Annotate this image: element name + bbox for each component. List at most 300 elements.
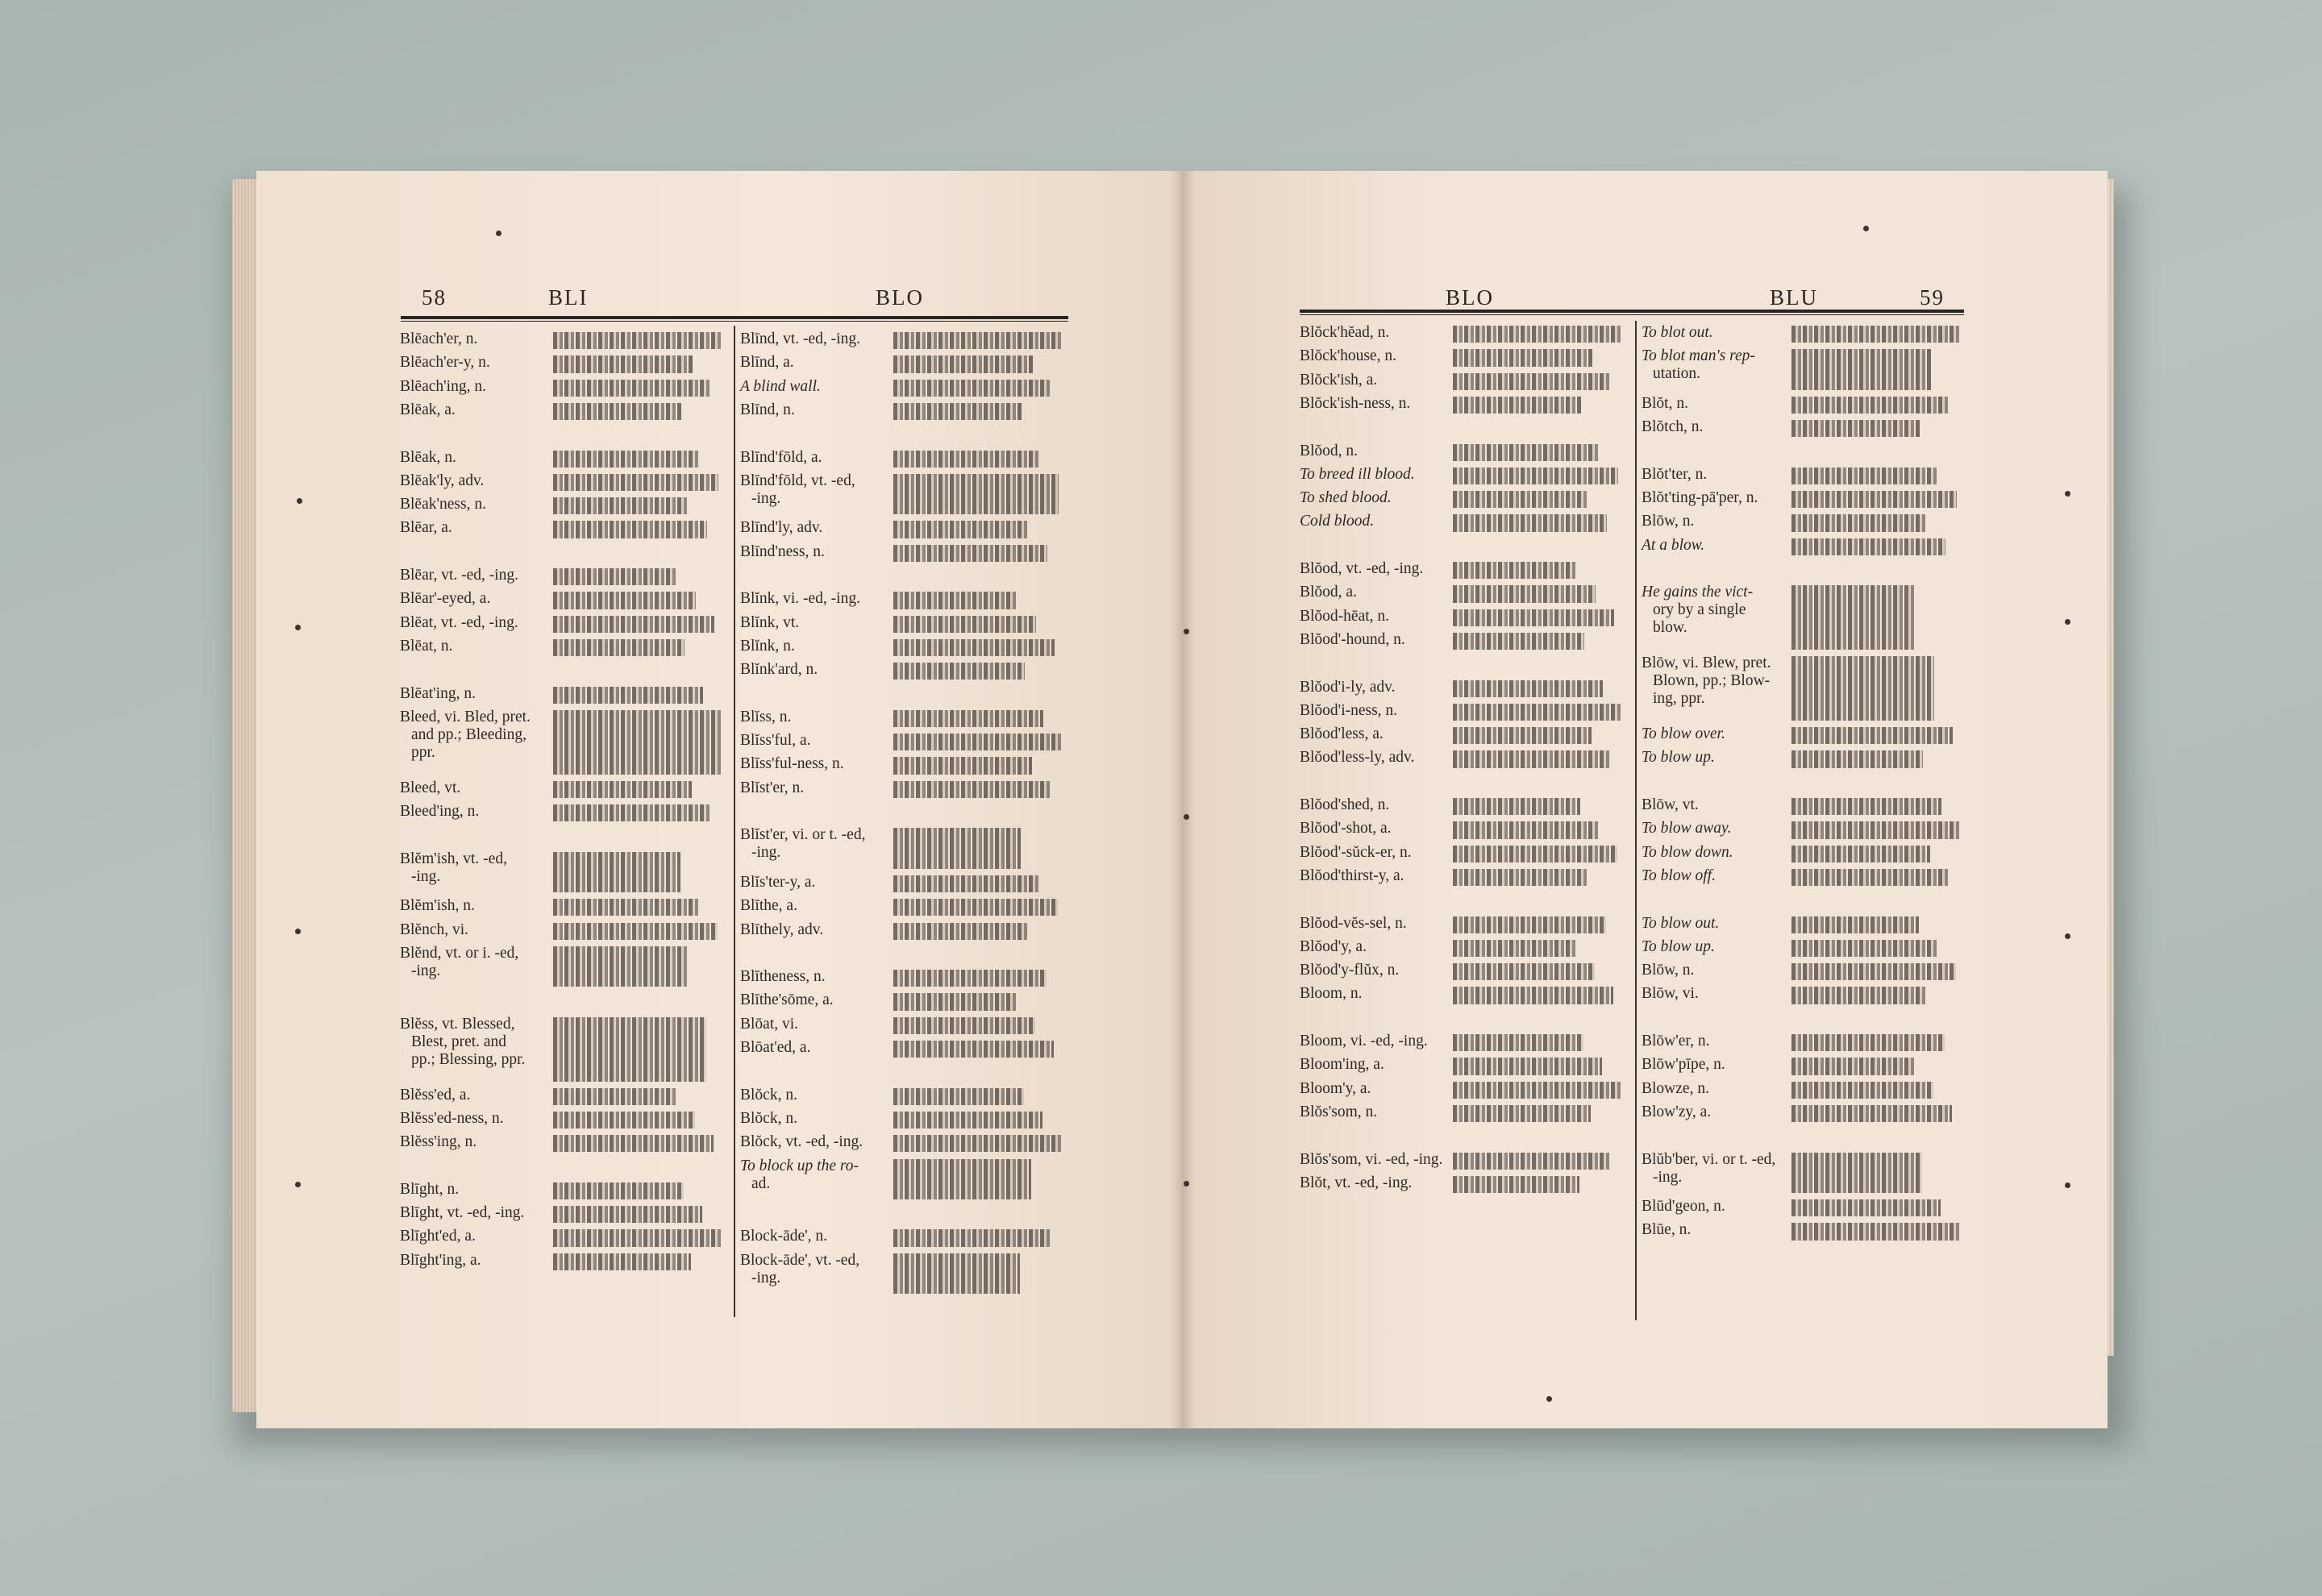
entry-headword: To blow down. (1642, 843, 1733, 861)
japanese-gloss (1453, 585, 1596, 602)
entry-headword: Cold blood. (1300, 513, 1375, 530)
dictionary-entry (740, 590, 860, 608)
entry-continuation: -ing. (411, 962, 441, 979)
dictionary-entry (1642, 537, 1704, 555)
dictionary-entry (1300, 1056, 1384, 1074)
entry-headword: Blĭss, n. (740, 708, 792, 725)
entry-headword: Blĭs'ter-y, a. (740, 873, 816, 891)
japanese-gloss (893, 1135, 1061, 1152)
japanese-gloss (1791, 1034, 1945, 1051)
japanese-gloss (893, 970, 1047, 987)
entry-headword: Blŏod'-shot, a. (1300, 820, 1392, 837)
dictionary-entry (400, 590, 490, 608)
entry-continuation: ing, ppr. (1653, 690, 1705, 708)
entry-headword: Blĭnk, vi. -ed, -ing. (740, 590, 860, 608)
japanese-gloss (893, 923, 1028, 940)
dictionary-entry (1642, 844, 1733, 862)
entry-headword: To breed ill blood. (1300, 465, 1415, 483)
japanese-gloss (1791, 750, 1923, 767)
entry-continuation: Blown, pp.; Blow- (1653, 672, 1771, 690)
dictionary-entry (1642, 1198, 1725, 1216)
dictionary-entry (400, 401, 456, 419)
dictionary-entry (1642, 985, 1699, 1003)
entry-headword: Blĕss'ing, n. (400, 1133, 477, 1151)
entry-headword: Blĭss'ful, a. (740, 732, 811, 750)
dictionary-entry (1642, 867, 1716, 885)
entry-headword: Blŏt, n. (1642, 394, 1688, 412)
dictionary-entry (400, 472, 484, 490)
dictionary-entry (1642, 1103, 1711, 1121)
page-speck (297, 498, 302, 504)
japanese-gloss (1453, 750, 1610, 767)
dictionary-entry (1300, 820, 1391, 837)
page-speck (1546, 1396, 1552, 1402)
dictionary-entry (740, 779, 804, 797)
japanese-gloss (893, 355, 1033, 372)
dictionary-entry (400, 945, 518, 980)
japanese-gloss (1453, 1153, 1609, 1170)
japanese-gloss (553, 451, 700, 468)
japanese-gloss (1453, 633, 1584, 650)
right-head-right: BLU (1770, 285, 1818, 310)
entry-headword: Blŏod'thirst-y, a. (1300, 867, 1404, 884)
entry-continuation: Blest, pret. and (411, 1033, 507, 1050)
entry-headword: Blĭss'ful-ness, n. (740, 755, 844, 773)
entry-headword: Blĕss'ed, a. (400, 1086, 471, 1103)
entry-headword: Blūd'geon, n. (1642, 1198, 1725, 1216)
japanese-gloss (553, 639, 685, 656)
japanese-gloss (1791, 963, 1956, 980)
dictionary-entry (740, 1133, 863, 1151)
japanese-gloss (1453, 704, 1621, 721)
japanese-gloss (553, 403, 681, 420)
entry-headword: To shed blood. (1300, 489, 1392, 507)
japanese-gloss (893, 734, 1062, 750)
japanese-gloss (893, 545, 1047, 562)
dictionary-entry (400, 1252, 481, 1270)
japanese-gloss (553, 355, 693, 372)
dictionary-entry (400, 803, 479, 821)
japanese-gloss (1791, 468, 1938, 484)
entry-headword: Blōat, vi. (740, 1015, 799, 1033)
entry-headword: Blĭst'er, n. (740, 779, 805, 796)
entry-headword: Blŏod'less, a. (1300, 725, 1384, 743)
japanese-gloss (553, 1088, 676, 1105)
entry-headword: Block-āde', vt. -ed, (740, 1251, 860, 1269)
entry-continuation: -ing. (751, 1269, 781, 1286)
dictionary-entry (740, 1158, 859, 1193)
entry-headword: At a blow. (1642, 536, 1705, 554)
japanese-gloss (1453, 987, 1613, 1004)
dictionary-entry (1642, 655, 1771, 708)
dictionary-entry (1300, 443, 1358, 460)
entry-headword: Bloom'y, a. (1300, 1079, 1371, 1097)
japanese-gloss (893, 710, 1043, 727)
dictionary-entry (400, 1204, 524, 1222)
japanese-gloss (1453, 468, 1618, 484)
left-column-divider (734, 326, 735, 1317)
entry-headword: Bleed'ing, n. (400, 803, 480, 820)
japanese-gloss (1453, 940, 1576, 957)
entry-headword: Blĕnch, vi. (400, 921, 469, 938)
japanese-gloss (553, 521, 707, 538)
japanese-gloss (1791, 1058, 1915, 1074)
japanese-gloss (893, 875, 1039, 892)
entry-headword: Blōw, n. (1642, 962, 1695, 979)
entry-headword: Blŏck, n. (740, 1109, 797, 1127)
dictionary-entry (400, 638, 453, 655)
entry-continuation: -ing. (751, 489, 781, 507)
entry-headword: Blīnd'ness, n. (740, 542, 825, 560)
japanese-gloss (893, 1159, 1031, 1200)
entry-headword: Blēat, n. (400, 637, 453, 655)
japanese-gloss (553, 380, 711, 397)
japanese-gloss (1791, 349, 1931, 390)
entry-headword: Blŏod-vĕs-sel, n. (1300, 914, 1407, 932)
japanese-gloss (1453, 821, 1599, 838)
dictionary-entry (1300, 1103, 1377, 1121)
dictionary-entry (1300, 1174, 1412, 1192)
dictionary-entry (1300, 1033, 1428, 1050)
dictionary-entry (1300, 1151, 1442, 1169)
dictionary-entry (1300, 796, 1389, 814)
japanese-gloss (1791, 1223, 1959, 1240)
dictionary-entry (1642, 513, 1694, 530)
dictionary-entry (740, 991, 834, 1009)
japanese-gloss (1453, 514, 1607, 531)
dictionary-entry (740, 354, 794, 372)
entry-headword: To block up the ro- (740, 1157, 859, 1174)
dictionary-entry (400, 1133, 476, 1151)
entry-headword: Blīnd, a. (740, 354, 794, 372)
dictionary-entry (1300, 372, 1377, 389)
entry-headword: Blōw, vi. (1642, 985, 1699, 1003)
entry-headword: Blīnd, vt. -ed, -ing. (740, 330, 860, 347)
entry-headword: To blow off. (1642, 867, 1716, 884)
japanese-gloss (553, 568, 677, 585)
entry-headword: Bleed, vi. Bled, pret. (400, 708, 531, 725)
japanese-gloss (1791, 491, 1957, 508)
dictionary-entry (740, 472, 855, 508)
japanese-gloss (553, 1253, 691, 1270)
japanese-gloss (1453, 349, 1592, 366)
entry-continuation: and pp.; Bleeding, (411, 725, 526, 743)
dictionary-entry (740, 1016, 798, 1033)
japanese-gloss (553, 804, 710, 821)
entry-headword: Blēar'-eyed, a. (400, 590, 491, 608)
right-head-rule (1300, 310, 1964, 315)
dictionary-entry (1300, 985, 1362, 1003)
dictionary-entry (740, 921, 823, 939)
dictionary-entry (740, 755, 844, 773)
dictionary-entry (1300, 749, 1414, 767)
page-speck (1863, 226, 1869, 231)
dictionary-entry (1642, 796, 1699, 814)
entry-headword: To blot out. (1642, 324, 1713, 341)
entry-headword: Bloom'ing, a. (1300, 1056, 1384, 1074)
dictionary-entry (1300, 395, 1410, 413)
japanese-gloss (553, 710, 722, 775)
japanese-gloss (1791, 987, 1926, 1004)
japanese-gloss (1791, 1105, 1952, 1122)
dictionary-entry (1642, 418, 1703, 436)
entry-headword: Blītheness, n. (740, 968, 826, 986)
dictionary-entry (400, 709, 531, 762)
entry-headword: Bloom, vi. -ed, -ing. (1300, 1033, 1428, 1049)
japanese-gloss (1791, 420, 1920, 437)
dictionary-entry (740, 401, 795, 419)
dictionary-entry (1300, 631, 1405, 649)
japanese-gloss (1453, 609, 1614, 626)
entry-headword: Blŏck'ish-ness, n. (1300, 394, 1411, 412)
dictionary-entry (1300, 962, 1399, 979)
dictionary-entry (1642, 466, 1707, 484)
japanese-gloss (1453, 397, 1581, 414)
dictionary-entry (1642, 347, 1755, 383)
entry-headword: Bleed, vt. (400, 779, 461, 796)
entry-headword: Blĭnk'ard, n. (740, 661, 818, 679)
japanese-gloss (553, 1112, 695, 1128)
japanese-gloss (893, 1253, 1020, 1295)
entry-headword: Blŏod'-sŭck-er, n. (1300, 843, 1412, 861)
dictionary-entry (1642, 962, 1694, 979)
japanese-gloss (893, 1112, 1042, 1128)
entry-headword: Blŭb'ber, vi. or t. -ed, (1642, 1150, 1776, 1168)
japanese-gloss (893, 592, 1017, 609)
dictionary-entry (740, 1087, 797, 1104)
dictionary-entry (1642, 1033, 1710, 1050)
dictionary-entry (400, 897, 475, 915)
japanese-gloss (1453, 562, 1577, 579)
dictionary-entry (1300, 725, 1384, 743)
dictionary-entry (400, 567, 518, 584)
page-speck (2065, 1182, 2070, 1188)
dictionary-entry (740, 709, 791, 726)
page-speck (496, 231, 501, 236)
dictionary-entry (740, 543, 825, 561)
left-head-rule (401, 316, 1068, 322)
dictionary-entry (1300, 584, 1357, 601)
dictionary-entry (1642, 820, 1731, 837)
dictionary-entry (1642, 584, 1753, 637)
japanese-gloss (893, 993, 1017, 1010)
entry-headword: To blow out. (1642, 914, 1720, 932)
dictionary-entry (1300, 608, 1389, 626)
entry-headword: Blīght'ed, a. (400, 1228, 476, 1245)
entry-continuation: ppr. (411, 743, 435, 761)
dictionary-entry (1300, 1080, 1371, 1098)
japanese-gloss (893, 663, 1025, 680)
entry-headword: Blŏod'shed, n. (1300, 796, 1390, 813)
japanese-gloss (1453, 444, 1600, 461)
japanese-gloss (893, 521, 1029, 538)
binding-hole (1184, 1181, 1189, 1187)
dictionary-entry (740, 1228, 827, 1245)
entry-continuation: -ing. (751, 844, 781, 862)
entry-headword: Blŏod, n. (1300, 442, 1359, 459)
japanese-gloss (1791, 1153, 1922, 1194)
japanese-gloss (1791, 940, 1937, 957)
entry-headword: To blow over. (1642, 725, 1725, 743)
japanese-gloss (1791, 1082, 1933, 1099)
entry-headword: Blĕm'ish, vt. -ed, (400, 850, 507, 867)
entry-headword: Blĭnk, vt. (740, 613, 800, 631)
right-page-number: 59 (1920, 285, 1945, 310)
page-speck (2065, 933, 2070, 939)
dictionary-entry (1300, 347, 1396, 365)
japanese-gloss (553, 497, 689, 514)
dictionary-entry (740, 1039, 810, 1057)
entry-headword: Blēat, vt. -ed, -ing. (400, 613, 518, 631)
japanese-gloss (1791, 798, 1941, 815)
dictionary-entry (1642, 725, 1725, 743)
entry-headword: To blot man's rep- (1642, 347, 1755, 365)
entry-headword: Blŏt, vt. -ed, -ing. (1300, 1174, 1413, 1191)
entry-headword: Blīthely, adv. (740, 921, 824, 938)
entry-headword: Blŏtch, n. (1642, 418, 1704, 436)
entry-headword: Blŏod'i-ness, n. (1300, 701, 1398, 719)
entry-continuation: ad. (751, 1174, 771, 1192)
right-head-left: BLO (1446, 285, 1494, 310)
entry-headword: Blūe, n. (1642, 1221, 1692, 1239)
entry-headword: To blow away. (1642, 820, 1732, 837)
entry-headword: Blēar, a. (400, 519, 452, 537)
dictionary-entry (740, 968, 826, 986)
japanese-gloss (553, 923, 718, 940)
entry-headword: Blĕss'ed-ness, n. (400, 1109, 504, 1127)
entry-headword: Blŏod'-hound, n. (1300, 630, 1405, 648)
japanese-gloss (893, 451, 1040, 468)
entry-headword: Blīght, n. (400, 1180, 460, 1198)
dictionary-entry (740, 614, 799, 632)
dictionary-entry (400, 330, 477, 348)
entry-headword: Blēak'ly, adv. (400, 472, 485, 489)
entry-headword: Blŏck'hĕad, n. (1300, 324, 1390, 341)
entry-headword: Blŏod, vt. -ed, -ing. (1300, 560, 1424, 577)
binding-hole (1184, 814, 1189, 820)
japanese-gloss (1453, 1058, 1602, 1074)
japanese-gloss (553, 946, 688, 987)
left-head-right: BLO (876, 285, 924, 310)
dictionary-entry (1300, 560, 1423, 578)
dictionary-entry (400, 496, 486, 513)
dictionary-entry (1642, 324, 1713, 342)
dictionary-entry (400, 614, 518, 632)
japanese-gloss (553, 616, 714, 633)
entry-headword: Block-āde', n. (740, 1228, 828, 1245)
entry-headword: Blŏt'ter, n. (1642, 465, 1708, 483)
dictionary-entry (740, 1252, 859, 1287)
japanese-gloss (1453, 1105, 1591, 1122)
dictionary-entry (1300, 513, 1374, 530)
entry-headword: Blŏs'som, n. (1300, 1103, 1378, 1120)
entry-headword: A blind wall. (740, 377, 821, 395)
japanese-gloss (893, 757, 1032, 774)
japanese-gloss (1791, 727, 1953, 744)
japanese-gloss (893, 899, 1058, 916)
dictionary-entry (400, 850, 507, 886)
dictionary-entry (1300, 489, 1392, 507)
japanese-gloss (553, 1182, 684, 1199)
japanese-gloss (553, 474, 718, 491)
japanese-gloss (893, 380, 1051, 397)
japanese-gloss (553, 687, 703, 704)
entry-headword: Blōw, n. (1642, 513, 1695, 530)
entry-headword: Blŏod'y-flŭx, n. (1300, 962, 1400, 979)
page-speck (295, 1182, 301, 1187)
dictionary-entry (1642, 395, 1688, 413)
entry-continuation: utation. (1653, 365, 1701, 383)
entry-headword: Blŏod-hēat, n. (1300, 607, 1390, 625)
japanese-gloss (553, 1229, 721, 1246)
dictionary-entry (740, 874, 815, 892)
dictionary-entry (1300, 466, 1415, 484)
entry-headword: Blŏck'house, n. (1300, 347, 1396, 365)
entry-headword: Blēat'ing, n. (400, 684, 476, 702)
dictionary-entry (400, 1087, 470, 1104)
dictionary-entry (1642, 938, 1715, 956)
entry-headword: Blŏod, a. (1300, 584, 1357, 601)
japanese-gloss (1453, 491, 1588, 508)
left-head-left: BLI (548, 285, 589, 310)
entry-headword: Blēach'er, n. (400, 330, 478, 347)
japanese-gloss (1791, 916, 1919, 933)
japanese-gloss (893, 639, 1055, 656)
dictionary-entry (400, 779, 460, 797)
japanese-gloss (1791, 397, 1950, 414)
entry-continuation: -ing. (1653, 1168, 1683, 1186)
japanese-gloss (1791, 514, 1927, 531)
entry-headword: Blēach'er-y, n. (400, 354, 490, 372)
entry-headword: Blōw, vt. (1642, 796, 1699, 813)
japanese-gloss (893, 1041, 1054, 1058)
entry-headword: Blīnd, n. (740, 401, 795, 418)
dictionary-entry (400, 1181, 459, 1199)
entry-headword: Blōw'pīpe, n. (1642, 1056, 1725, 1074)
entry-headword: He gains the vict- (1642, 584, 1754, 601)
japanese-gloss (1453, 373, 1611, 390)
entry-continuation: ory by a single (1653, 601, 1746, 619)
dictionary-entry (1300, 915, 1407, 933)
dictionary-entry (1300, 867, 1404, 885)
japanese-gloss (1453, 869, 1588, 886)
dictionary-entry (1300, 702, 1397, 720)
page-speck (2065, 491, 2070, 497)
japanese-gloss (1453, 326, 1622, 343)
entry-headword: Blēak, n. (400, 448, 456, 466)
page-speck (295, 625, 301, 630)
dictionary-entry (740, 519, 822, 537)
japanese-gloss (893, 616, 1036, 633)
page-speck (295, 929, 301, 934)
dictionary-entry (740, 449, 822, 467)
dictionary-entry (400, 449, 456, 467)
entry-headword: Blĕm'ish, n. (400, 897, 475, 915)
japanese-gloss (1453, 916, 1606, 933)
japanese-gloss (893, 332, 1063, 349)
japanese-gloss (553, 899, 699, 916)
entry-headword: Blōat'ed, a. (740, 1039, 811, 1056)
japanese-gloss (893, 1229, 1050, 1246)
dictionary-entry (400, 354, 490, 372)
dictionary-entry (740, 330, 860, 348)
dictionary-entry (1642, 915, 1719, 933)
japanese-gloss (1453, 1082, 1621, 1099)
dictionary-entry (740, 732, 810, 750)
dictionary-entry (1642, 1080, 1709, 1098)
japanese-gloss (893, 403, 1022, 420)
entry-headword: Blēach'ing, n. (400, 377, 486, 395)
